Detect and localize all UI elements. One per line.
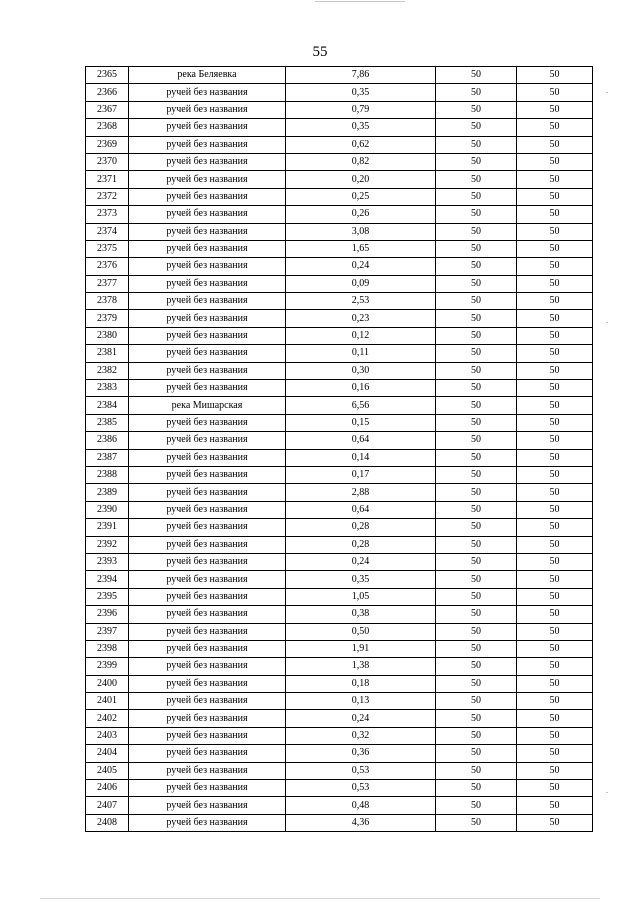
coastal-strip-cell: 50 bbox=[517, 623, 593, 640]
protection-zone-cell: 50 bbox=[436, 432, 517, 449]
coastal-strip-cell: 50 bbox=[517, 310, 593, 327]
coastal-strip-cell: 50 bbox=[517, 536, 593, 553]
length-cell: 0,17 bbox=[286, 466, 436, 483]
table-row bbox=[86, 466, 593, 483]
coastal-strip-cell: 50 bbox=[517, 710, 593, 727]
row-number-cell: 2393 bbox=[86, 553, 129, 570]
protection-zone-cell: 50 bbox=[436, 171, 517, 188]
length-cell: 0,35 bbox=[286, 571, 436, 588]
row-number-cell: 2369 bbox=[86, 136, 129, 153]
coastal-strip-cell: 50 bbox=[517, 414, 593, 431]
water-body-name-cell: ручей без названия bbox=[129, 640, 286, 657]
protection-zone-cell: 50 bbox=[436, 484, 517, 501]
row-number-cell: 2377 bbox=[86, 275, 129, 292]
table-row bbox=[86, 484, 593, 501]
water-body-name-cell: ручей без названия bbox=[129, 345, 286, 362]
row-number-cell: 2394 bbox=[86, 571, 129, 588]
table-row bbox=[86, 380, 593, 397]
table-row bbox=[86, 84, 593, 101]
protection-zone-cell: 50 bbox=[436, 536, 517, 553]
length-cell: 0,24 bbox=[286, 553, 436, 570]
row-number-cell: 2404 bbox=[86, 745, 129, 762]
coastal-strip-cell: 50 bbox=[517, 293, 593, 310]
length-cell: 0,13 bbox=[286, 693, 436, 710]
row-number-cell: 2405 bbox=[86, 762, 129, 779]
table-row bbox=[86, 414, 593, 431]
coastal-strip-cell: 50 bbox=[517, 745, 593, 762]
water-body-name-cell: ручей без названия bbox=[129, 780, 286, 797]
coastal-strip-cell: 50 bbox=[517, 119, 593, 136]
coastal-strip-cell: 50 bbox=[517, 501, 593, 518]
protection-zone-cell: 50 bbox=[436, 675, 517, 692]
protection-zone-cell: 50 bbox=[436, 466, 517, 483]
water-body-name-cell: ручей без названия bbox=[129, 710, 286, 727]
protection-zone-cell: 50 bbox=[436, 223, 517, 240]
row-number-cell: 2367 bbox=[86, 101, 129, 118]
coastal-strip-cell: 50 bbox=[517, 693, 593, 710]
scan-artifact-right-3 bbox=[606, 792, 608, 793]
coastal-strip-cell: 50 bbox=[517, 240, 593, 257]
table-row bbox=[86, 101, 593, 118]
water-body-name-cell: ручей без названия bbox=[129, 84, 286, 101]
table-row bbox=[86, 501, 593, 518]
water-body-name-cell: ручей без названия bbox=[129, 675, 286, 692]
length-cell: 0,25 bbox=[286, 188, 436, 205]
protection-zone-cell: 50 bbox=[436, 67, 517, 84]
protection-zone-cell: 50 bbox=[436, 501, 517, 518]
water-body-name-cell: ручей без названия bbox=[129, 606, 286, 623]
protection-zone-cell: 50 bbox=[436, 397, 517, 414]
length-cell: 0,12 bbox=[286, 327, 436, 344]
row-number-cell: 2383 bbox=[86, 380, 129, 397]
coastal-strip-cell: 50 bbox=[517, 84, 593, 101]
protection-zone-cell: 50 bbox=[436, 101, 517, 118]
length-cell: 0,20 bbox=[286, 171, 436, 188]
coastal-strip-cell: 50 bbox=[517, 206, 593, 223]
length-cell: 0,50 bbox=[286, 623, 436, 640]
coastal-strip-cell: 50 bbox=[517, 188, 593, 205]
scan-artifact-right-1 bbox=[606, 92, 608, 93]
row-number-cell: 2380 bbox=[86, 327, 129, 344]
table-row bbox=[86, 623, 593, 640]
coastal-strip-cell: 50 bbox=[517, 553, 593, 570]
table-row bbox=[86, 327, 593, 344]
protection-zone-cell: 50 bbox=[436, 258, 517, 275]
table-row bbox=[86, 153, 593, 170]
row-number-cell: 2397 bbox=[86, 623, 129, 640]
protection-zone-cell: 50 bbox=[436, 84, 517, 101]
coastal-strip-cell: 50 bbox=[517, 814, 593, 831]
row-number-cell: 2392 bbox=[86, 536, 129, 553]
row-number-cell: 2395 bbox=[86, 588, 129, 605]
protection-zone-cell: 50 bbox=[436, 640, 517, 657]
coastal-strip-cell: 50 bbox=[517, 797, 593, 814]
length-cell: 0,26 bbox=[286, 206, 436, 223]
water-body-name-cell: ручей без названия bbox=[129, 432, 286, 449]
coastal-strip-cell: 50 bbox=[517, 588, 593, 605]
length-cell: 0,24 bbox=[286, 710, 436, 727]
protection-zone-cell: 50 bbox=[436, 414, 517, 431]
row-number-cell: 2372 bbox=[86, 188, 129, 205]
row-number-cell: 2376 bbox=[86, 258, 129, 275]
scan-artifact-top bbox=[315, 1, 405, 2]
water-body-name-cell: ручей без названия bbox=[129, 571, 286, 588]
length-cell: 2,53 bbox=[286, 293, 436, 310]
water-body-name-cell: ручей без названия bbox=[129, 693, 286, 710]
table-row bbox=[86, 397, 593, 414]
coastal-strip-cell: 50 bbox=[517, 153, 593, 170]
length-cell: 0,23 bbox=[286, 310, 436, 327]
page-number: 55 bbox=[312, 44, 328, 60]
length-cell: 4,36 bbox=[286, 814, 436, 831]
length-cell: 0,48 bbox=[286, 797, 436, 814]
length-cell: 0,32 bbox=[286, 727, 436, 744]
length-cell: 1,05 bbox=[286, 588, 436, 605]
table-row bbox=[86, 571, 593, 588]
length-cell: 1,65 bbox=[286, 240, 436, 257]
coastal-strip-cell: 50 bbox=[517, 449, 593, 466]
water-body-name-cell: ручей без названия bbox=[129, 275, 286, 292]
length-cell: 0,14 bbox=[286, 449, 436, 466]
length-cell: 0,09 bbox=[286, 275, 436, 292]
water-body-name-cell: ручей без названия bbox=[129, 501, 286, 518]
length-cell: 0,35 bbox=[286, 84, 436, 101]
coastal-strip-cell: 50 bbox=[517, 258, 593, 275]
table-row bbox=[86, 658, 593, 675]
water-body-name-cell: ручей без названия bbox=[129, 814, 286, 831]
water-body-name-cell: ручей без названия bbox=[129, 466, 286, 483]
water-body-name-cell: ручей без названия bbox=[129, 553, 286, 570]
water-body-name-cell: река Беляевка bbox=[129, 67, 286, 84]
water-body-name-cell: ручей без названия bbox=[129, 762, 286, 779]
coastal-strip-cell: 50 bbox=[517, 345, 593, 362]
coastal-strip-cell: 50 bbox=[517, 466, 593, 483]
coastal-strip-cell: 50 bbox=[517, 362, 593, 379]
table-row bbox=[86, 693, 593, 710]
row-number-cell: 2398 bbox=[86, 640, 129, 657]
length-cell: 0,28 bbox=[286, 536, 436, 553]
protection-zone-cell: 50 bbox=[436, 814, 517, 831]
protection-zone-cell: 50 bbox=[436, 345, 517, 362]
length-cell: 3,08 bbox=[286, 223, 436, 240]
water-body-name-cell: ручей без названия bbox=[129, 206, 286, 223]
table-row bbox=[86, 727, 593, 744]
water-body-name-cell: ручей без названия bbox=[129, 258, 286, 275]
coastal-strip-cell: 50 bbox=[517, 397, 593, 414]
row-number-cell: 2387 bbox=[86, 449, 129, 466]
row-number-cell: 2391 bbox=[86, 519, 129, 536]
row-number-cell: 2382 bbox=[86, 362, 129, 379]
table-row bbox=[86, 206, 593, 223]
water-body-name-cell: ручей без названия bbox=[129, 519, 286, 536]
water-body-name-cell: ручей без названия bbox=[129, 727, 286, 744]
table-row bbox=[86, 710, 593, 727]
water-body-name-cell: ручей без названия bbox=[129, 623, 286, 640]
water-body-name-cell: ручей без названия bbox=[129, 153, 286, 170]
table-row bbox=[86, 675, 593, 692]
table-row bbox=[86, 553, 593, 570]
table-row bbox=[86, 345, 593, 362]
row-number-cell: 2389 bbox=[86, 484, 129, 501]
water-body-name-cell: ручей без названия bbox=[129, 797, 286, 814]
length-cell: 0,79 bbox=[286, 101, 436, 118]
protection-zone-cell: 50 bbox=[436, 571, 517, 588]
row-number-cell: 2365 bbox=[86, 67, 129, 84]
coastal-strip-cell: 50 bbox=[517, 380, 593, 397]
water-body-name-cell: ручей без названия bbox=[129, 171, 286, 188]
length-cell: 0,11 bbox=[286, 345, 436, 362]
length-cell: 0,28 bbox=[286, 519, 436, 536]
water-body-name-cell: ручей без названия bbox=[129, 101, 286, 118]
length-cell: 0,64 bbox=[286, 501, 436, 518]
table-row bbox=[86, 188, 593, 205]
length-cell: 7,86 bbox=[286, 67, 436, 84]
length-cell: 0,64 bbox=[286, 432, 436, 449]
protection-zone-cell: 50 bbox=[436, 449, 517, 466]
table-row bbox=[86, 275, 593, 292]
table-row bbox=[86, 536, 593, 553]
table-row bbox=[86, 606, 593, 623]
length-cell: 2,88 bbox=[286, 484, 436, 501]
row-number-cell: 2373 bbox=[86, 206, 129, 223]
water-body-name-cell: ручей без названия bbox=[129, 362, 286, 379]
protection-zone-cell: 50 bbox=[436, 240, 517, 257]
protection-zone-cell: 50 bbox=[436, 710, 517, 727]
coastal-strip-cell: 50 bbox=[517, 327, 593, 344]
row-number-cell: 2385 bbox=[86, 414, 129, 431]
water-body-name-cell: ручей без названия bbox=[129, 310, 286, 327]
table-row bbox=[86, 223, 593, 240]
table-row bbox=[86, 136, 593, 153]
row-number-cell: 2374 bbox=[86, 223, 129, 240]
protection-zone-cell: 50 bbox=[436, 693, 517, 710]
row-number-cell: 2408 bbox=[86, 814, 129, 831]
coastal-strip-cell: 50 bbox=[517, 727, 593, 744]
water-body-name-cell: ручей без названия bbox=[129, 119, 286, 136]
protection-zone-cell: 50 bbox=[436, 310, 517, 327]
row-number-cell: 2400 bbox=[86, 675, 129, 692]
table-row bbox=[86, 310, 593, 327]
table-row bbox=[86, 67, 593, 84]
length-cell: 0,53 bbox=[286, 762, 436, 779]
length-cell: 1,91 bbox=[286, 640, 436, 657]
length-cell: 0,24 bbox=[286, 258, 436, 275]
row-number-cell: 2384 bbox=[86, 397, 129, 414]
table-row bbox=[86, 293, 593, 310]
length-cell: 0,35 bbox=[286, 119, 436, 136]
protection-zone-cell: 50 bbox=[436, 727, 517, 744]
water-body-name-cell: ручей без названия bbox=[129, 240, 286, 257]
row-number-cell: 2401 bbox=[86, 693, 129, 710]
protection-zone-cell: 50 bbox=[436, 206, 517, 223]
table-row bbox=[86, 449, 593, 466]
water-body-name-cell: ручей без названия bbox=[129, 745, 286, 762]
protection-zone-cell: 50 bbox=[436, 745, 517, 762]
water-body-name-cell: ручей без названия bbox=[129, 188, 286, 205]
protection-zone-cell: 50 bbox=[436, 293, 517, 310]
protection-zone-cell: 50 bbox=[436, 658, 517, 675]
water-body-name-cell: ручей без названия bbox=[129, 136, 286, 153]
length-cell: 0,18 bbox=[286, 675, 436, 692]
table-row bbox=[86, 119, 593, 136]
length-cell: 6,56 bbox=[286, 397, 436, 414]
protection-zone-cell: 50 bbox=[436, 119, 517, 136]
table-row bbox=[86, 762, 593, 779]
length-cell: 0,15 bbox=[286, 414, 436, 431]
protection-zone-cell: 50 bbox=[436, 623, 517, 640]
coastal-strip-cell: 50 bbox=[517, 136, 593, 153]
table-row bbox=[86, 745, 593, 762]
length-cell: 0,53 bbox=[286, 780, 436, 797]
protection-zone-cell: 50 bbox=[436, 362, 517, 379]
table-row bbox=[86, 588, 593, 605]
water-body-name-cell: ручей без названия bbox=[129, 658, 286, 675]
coastal-strip-cell: 50 bbox=[517, 275, 593, 292]
row-number-cell: 2407 bbox=[86, 797, 129, 814]
water-body-name-cell: ручей без названия bbox=[129, 293, 286, 310]
table-row bbox=[86, 519, 593, 536]
coastal-strip-cell: 50 bbox=[517, 571, 593, 588]
protection-zone-cell: 50 bbox=[436, 797, 517, 814]
table-row bbox=[86, 362, 593, 379]
coastal-strip-cell: 50 bbox=[517, 67, 593, 84]
coastal-strip-cell: 50 bbox=[517, 171, 593, 188]
row-number-cell: 2402 bbox=[86, 710, 129, 727]
protection-zone-cell: 50 bbox=[436, 780, 517, 797]
protection-zone-cell: 50 bbox=[436, 380, 517, 397]
length-cell: 0,16 bbox=[286, 380, 436, 397]
water-body-name-cell: река Мишарская bbox=[129, 397, 286, 414]
row-number-cell: 2368 bbox=[86, 119, 129, 136]
coastal-strip-cell: 50 bbox=[517, 432, 593, 449]
data-table bbox=[85, 66, 593, 832]
row-number-cell: 2399 bbox=[86, 658, 129, 675]
water-body-name-cell: ручей без названия bbox=[129, 449, 286, 466]
coastal-strip-cell: 50 bbox=[517, 484, 593, 501]
table-row bbox=[86, 797, 593, 814]
water-body-name-cell: ручей без названия bbox=[129, 223, 286, 240]
coastal-strip-cell: 50 bbox=[517, 101, 593, 118]
table-row bbox=[86, 171, 593, 188]
row-number-cell: 2406 bbox=[86, 780, 129, 797]
table-row bbox=[86, 640, 593, 657]
row-number-cell: 2390 bbox=[86, 501, 129, 518]
coastal-strip-cell: 50 bbox=[517, 780, 593, 797]
water-body-name-cell: ручей без названия bbox=[129, 484, 286, 501]
length-cell: 0,62 bbox=[286, 136, 436, 153]
row-number-cell: 2378 bbox=[86, 293, 129, 310]
row-number-cell: 2366 bbox=[86, 84, 129, 101]
row-number-cell: 2370 bbox=[86, 153, 129, 170]
row-number-cell: 2396 bbox=[86, 606, 129, 623]
length-cell: 0,82 bbox=[286, 153, 436, 170]
table-body bbox=[86, 67, 593, 832]
protection-zone-cell: 50 bbox=[436, 588, 517, 605]
coastal-strip-cell: 50 bbox=[517, 658, 593, 675]
row-number-cell: 2388 bbox=[86, 466, 129, 483]
coastal-strip-cell: 50 bbox=[517, 762, 593, 779]
protection-zone-cell: 50 bbox=[436, 153, 517, 170]
row-number-cell: 2403 bbox=[86, 727, 129, 744]
coastal-strip-cell: 50 bbox=[517, 606, 593, 623]
scan-artifact-right-2 bbox=[606, 322, 608, 323]
row-number-cell: 2371 bbox=[86, 171, 129, 188]
coastal-strip-cell: 50 bbox=[517, 640, 593, 657]
row-number-cell: 2386 bbox=[86, 432, 129, 449]
water-body-name-cell: ручей без названия bbox=[129, 380, 286, 397]
length-cell: 0,38 bbox=[286, 606, 436, 623]
length-cell: 0,30 bbox=[286, 362, 436, 379]
protection-zone-cell: 50 bbox=[436, 136, 517, 153]
table-row bbox=[86, 432, 593, 449]
protection-zone-cell: 50 bbox=[436, 275, 517, 292]
coastal-strip-cell: 50 bbox=[517, 675, 593, 692]
coastal-strip-cell: 50 bbox=[517, 519, 593, 536]
water-body-name-cell: ручей без названия bbox=[129, 588, 286, 605]
row-number-cell: 2379 bbox=[86, 310, 129, 327]
protection-zone-cell: 50 bbox=[436, 519, 517, 536]
scan-artifact-bottom bbox=[40, 898, 600, 899]
row-number-cell: 2381 bbox=[86, 345, 129, 362]
protection-zone-cell: 50 bbox=[436, 762, 517, 779]
protection-zone-cell: 50 bbox=[436, 606, 517, 623]
table-row bbox=[86, 258, 593, 275]
table-row bbox=[86, 814, 593, 831]
protection-zone-cell: 50 bbox=[436, 553, 517, 570]
water-body-name-cell: ручей без названия bbox=[129, 414, 286, 431]
length-cell: 1,38 bbox=[286, 658, 436, 675]
protection-zone-cell: 50 bbox=[436, 327, 517, 344]
water-body-name-cell: ручей без названия bbox=[129, 536, 286, 553]
table-row bbox=[86, 240, 593, 257]
length-cell: 0,36 bbox=[286, 745, 436, 762]
water-body-name-cell: ручей без названия bbox=[129, 327, 286, 344]
coastal-strip-cell: 50 bbox=[517, 223, 593, 240]
protection-zone-cell: 50 bbox=[436, 188, 517, 205]
table-row bbox=[86, 780, 593, 797]
row-number-cell: 2375 bbox=[86, 240, 129, 257]
